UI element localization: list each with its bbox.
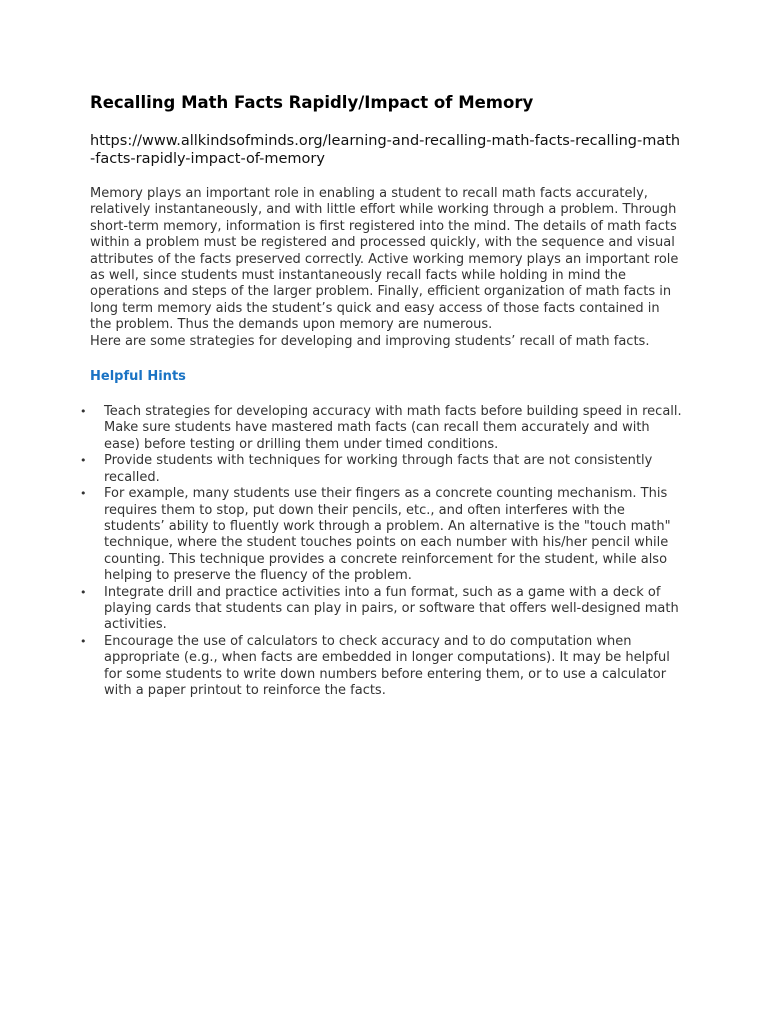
intro-paragraph: Memory plays an important role in enabling a student to recall math facts accurately, relatively instantaneously, and with little effort while working through a problem. Through short-term memory, information is first registered into the mind. The details of math facts within a problem must be registered and processed quickly, with the sequence and visual attributes of the facts preserved correctly. Active working memory plays an important role as well, since students must instantaneously recall facts while holding in mind the operations and steps of the larger problem. Finally, efficient organization of math facts in long term memory aids the student’s quick and easy access of those facts contained in the problem. Thus the demands upon memory are numerous. (90, 186, 679, 333)
hint-text: Encourage the use of calculators to check accuracy and to do computation when appropriate (e.g., when facts are embedded in longer computations). It may be helpful for some students to write down numbers before entering them, or to use a calculator with a paper printout to reinforce the facts. (104, 633, 670, 698)
document-content (80, 92, 682, 699)
hint-text: For example, many students use their fingers as a concrete counting mechanism. This requires them to stop, put down their pencils, etc., and often interferes with the students’ ability to fluently work through a problem. An alternative is the "touch math" technique, where the student touches points on each number with his/her pencil while counting. This technique provides a concrete reinforcement for the student, while also helping to preserve the fluency of the problem. (104, 486, 671, 584)
intro-section (90, 186, 682, 350)
hints-list (80, 404, 682, 699)
bullet-icon: • (80, 634, 87, 648)
list-item (80, 486, 682, 584)
hint-text: Provide students with techniques for working through facts that are not consistently recalled. (104, 453, 653, 485)
list-item (80, 453, 682, 486)
bullet-icon: • (80, 454, 87, 468)
page-title: Recalling Math Facts Rapidly/Impact of Memory (90, 93, 534, 112)
hint-text: Integrate drill and practice activities into a fun format, such as a game with a deck of playing cards that students can play in pairs, or software that offers well-designed math activities. (104, 584, 679, 633)
list-item (80, 584, 682, 634)
bullet-icon: • (80, 487, 87, 501)
list-item (80, 404, 682, 453)
bullet-icon: • (80, 405, 87, 419)
bullet-icon: • (80, 585, 87, 599)
list-item (80, 633, 682, 700)
helpful-hints-heading: Helpful Hints (90, 369, 186, 385)
source-url[interactable]: https://www.allkindsofminds.org/learning-and-recalling-math-facts-recalling-math-facts-rapidly-impact-of-memory (90, 133, 681, 167)
hint-text: Teach strategies for developing accuracy with math facts before building speed in recall. Make sure students have mastered math facts (can recall them accurately and with ease) before testing or drilling them under timed conditions. (104, 404, 682, 452)
intro-paragraph: Here are some strategies for developing and improving students’ recall of math facts. (90, 333, 650, 349)
